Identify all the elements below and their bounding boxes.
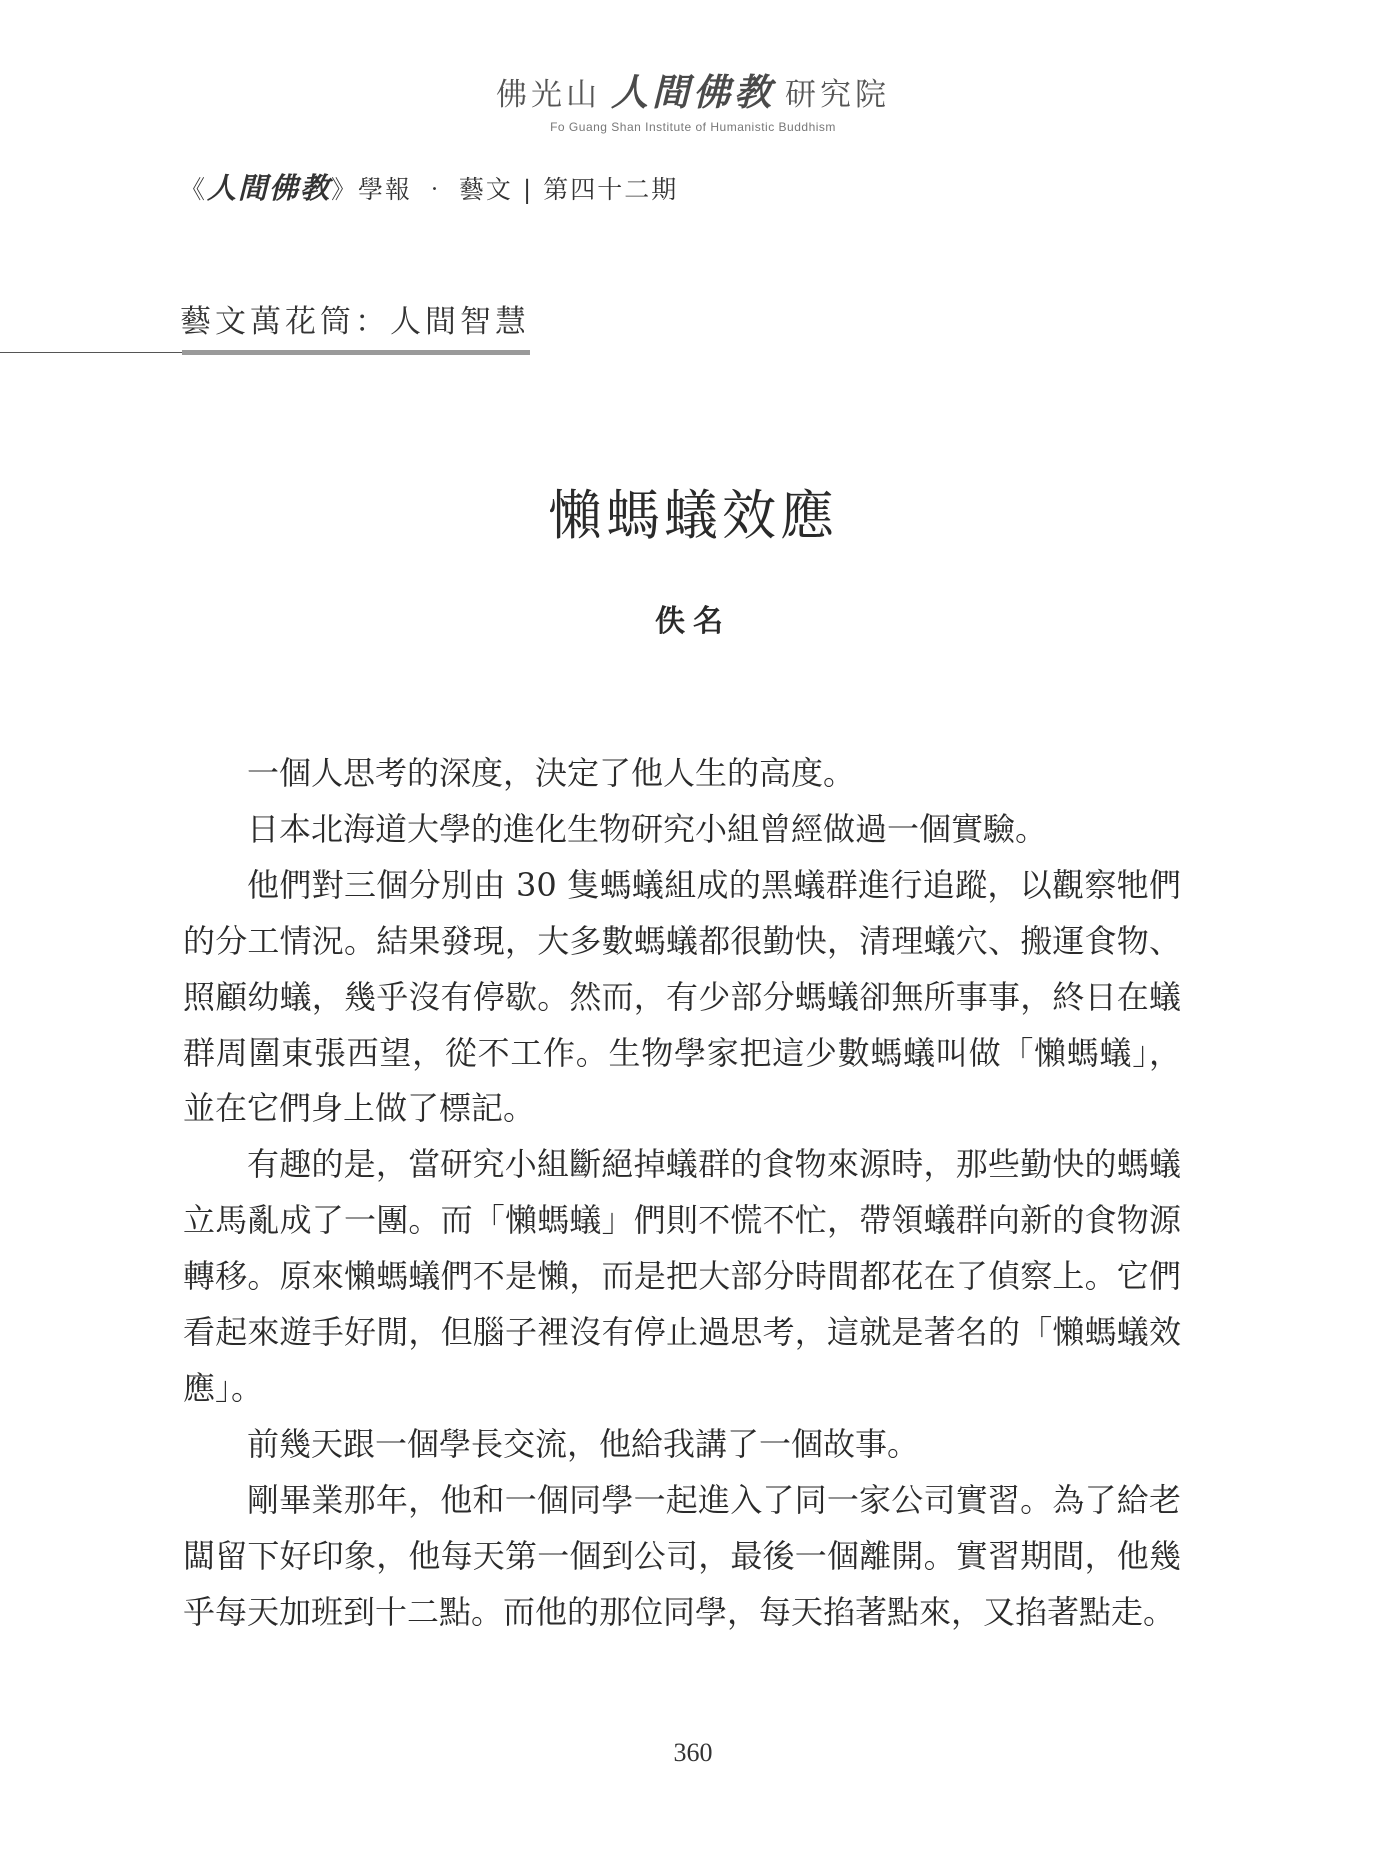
- section-label: 藝文萬花筒：人間智慧: [180, 304, 530, 340]
- institute-suffix: 研究院: [785, 77, 890, 113]
- paragraph: 日本北海道大學的進化生物研究小組曾經做過一個實驗。: [247, 809, 1048, 848]
- journal-issue: 》學報 ‧ 藝文 | 第四十二期: [331, 175, 679, 204]
- article-author: 佚名: [655, 604, 731, 639]
- institute-prefix: 佛光山: [496, 77, 601, 113]
- article-body: [183, 746, 1181, 1641]
- paragraph: 剛畢業那年，他和一個同學一起進入了同一家公司實習。為了給老闆留下好印象，他每天第一個到公司，最後一個離開。實習期間，他幾乎每天加班到十二點。而他的那位同學，每天掐著點來，又掐著點走。: [183, 1480, 1181, 1631]
- journal-running-head: [180, 166, 678, 207]
- journal-brand: 人間佛教: [207, 171, 332, 205]
- paragraph: 前幾天跟一個學長交流，他給我講了一個故事。: [247, 1424, 920, 1463]
- section-underline: [182, 350, 530, 355]
- page-number: 360: [673, 1738, 713, 1767]
- institute-name-cn: [0, 62, 1386, 116]
- paragraph: 一個人思考的深度，決定了他人生的高度。: [247, 754, 856, 792]
- journal-open-bracket: 《: [180, 175, 208, 204]
- institute-brand-logo: 人間佛教: [611, 70, 775, 114]
- paragraph: 他們對三個分別由 30 隻螞蟻組成的黑蟻群進行追蹤，以觀察牠們的分工情況。結果發現，大多數螞蟻都很勤快，清理蟻穴、搬運食物、照顧幼蟻，幾乎沒有停歇。然而，有少部分螞蟻卻無所事事，終日在蟻群周圍東張西望，從不工作。生物學家把這少數螞蟻叫做「懶螞蟻」，並在它們身上做了標記。: [183, 865, 1181, 1128]
- paragraph: 有趣的是，當研究小組斷絕掉蟻群的食物來源時，那些勤快的螞蟻立馬亂成了一團。而「懶螞蟻」們則不慌不忙，帶領蟻群向新的食物源轉移。原來懶螞蟻們不是懶，而是把大部分時間都花在了偵察上。它們看起來遊手好閒，但腦子裡沒有停止過思考，這就是著名的「懶螞蟻效應」。: [183, 1145, 1181, 1407]
- institute-name-en: Fo Guang Shan Institute of Humanistic Buddhism: [550, 120, 836, 134]
- article-title: 懶螞蟻效應: [548, 484, 838, 547]
- institute-header: [0, 62, 1386, 134]
